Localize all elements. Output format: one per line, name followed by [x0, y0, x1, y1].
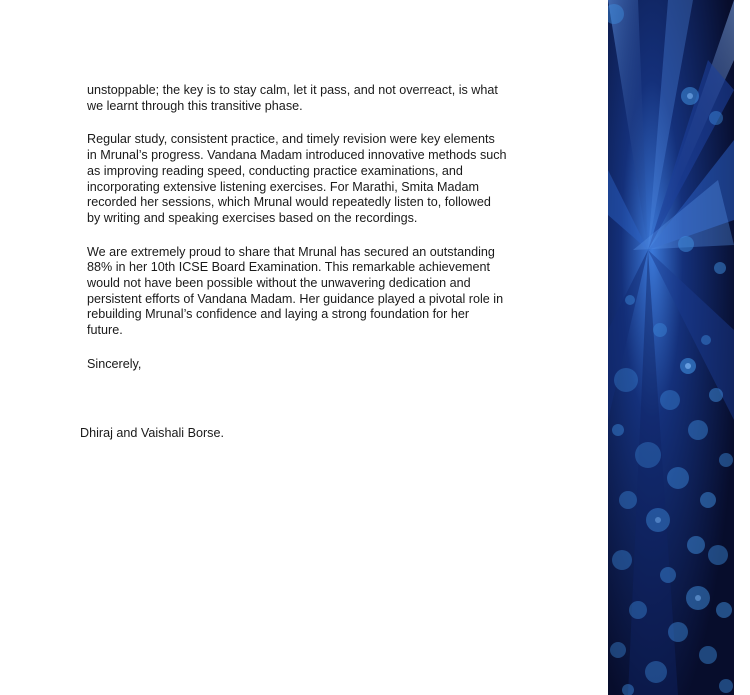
letter-paragraph-2: Regular study, consistent practice, and timely revision were key elements in Mrunal’s progress. Vandana Madam introduced innovative methods such as improving reading speed, conducting practice examinations, and incorporating extensive listening exercises. For Marathi, Smita Madam recorded her sessions, which Mrunal would repeatedly listen to, followed by writing and speaking exercises based on the recordings.: [87, 132, 507, 225]
page-margin-strip: [734, 0, 750, 695]
letter-closing: Sincerely,: [87, 356, 142, 371]
letter-body: [87, 83, 507, 391]
letter-signature: Dhiraj and Vaishali Borse.: [80, 426, 224, 440]
blue-bokeh-starburst-decoration-icon: [608, 0, 734, 695]
decorative-side-panel: [608, 0, 734, 695]
letter-paragraph-1: unstoppable; the key is to stay calm, let it pass, and not overreact, is what we learnt through this transitive phase.: [87, 83, 498, 113]
letter-paragraph-3: We are extremely proud to share that Mrunal has secured an outstanding 88% in her 10th ICSE Board Examination. This remarkable achievement would not have been possible without the unwavering dedication and persistent efforts of Vandana Madam. Her guidance played a pivotal role in rebuilding Mrunal’s confidence and laying a strong foundation for her future.: [87, 244, 504, 338]
